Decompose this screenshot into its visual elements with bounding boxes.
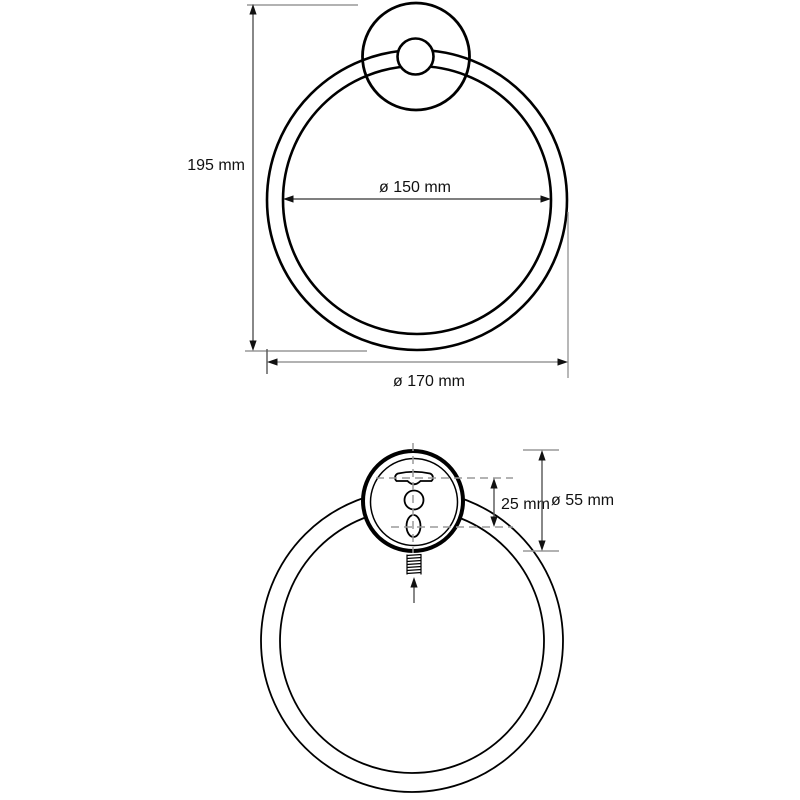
arrow-right-icon [558, 358, 569, 365]
dim-hole-spacing-label: 25 mm [501, 496, 550, 513]
dim-plate-diameter-label: ø 55 mm [551, 492, 615, 509]
arrow-up-icon [538, 450, 545, 461]
ring-outer-circle [267, 50, 567, 350]
screw-thread [407, 555, 422, 556]
pivot-hub-circle [398, 39, 434, 75]
arrow-down-icon [538, 541, 545, 552]
mount-direction-arrow [410, 577, 417, 603]
arrow-left-icon [267, 358, 278, 365]
screw-thread [407, 567, 422, 568]
arrow-right-icon [541, 195, 552, 202]
arrow-down-icon [490, 517, 497, 528]
arrow-up-icon [490, 478, 497, 489]
arrow-up-icon [410, 577, 417, 588]
screw-thread [407, 573, 422, 574]
threaded-screw [407, 555, 422, 575]
dim-outer-diameter-label: ø 170 mm [392, 373, 466, 390]
dim-inner-diameter [283, 179, 551, 203]
arrow-left-icon [283, 195, 294, 202]
dim-hole-spacing [490, 478, 550, 527]
plate-view [261, 443, 614, 792]
dim-height-label: 195 mm [187, 157, 245, 174]
dim-height [187, 4, 367, 351]
front-view [187, 3, 568, 390]
screw-thread [407, 570, 422, 571]
screw-thread [407, 561, 422, 562]
screw-thread [407, 564, 422, 565]
dim-outer-diameter [267, 212, 568, 390]
ring-inner-circle [283, 66, 551, 334]
dim-inner-diameter-label: ø 150 mm [378, 179, 452, 196]
screw-thread [407, 558, 422, 559]
arrow-down-icon [249, 341, 256, 352]
